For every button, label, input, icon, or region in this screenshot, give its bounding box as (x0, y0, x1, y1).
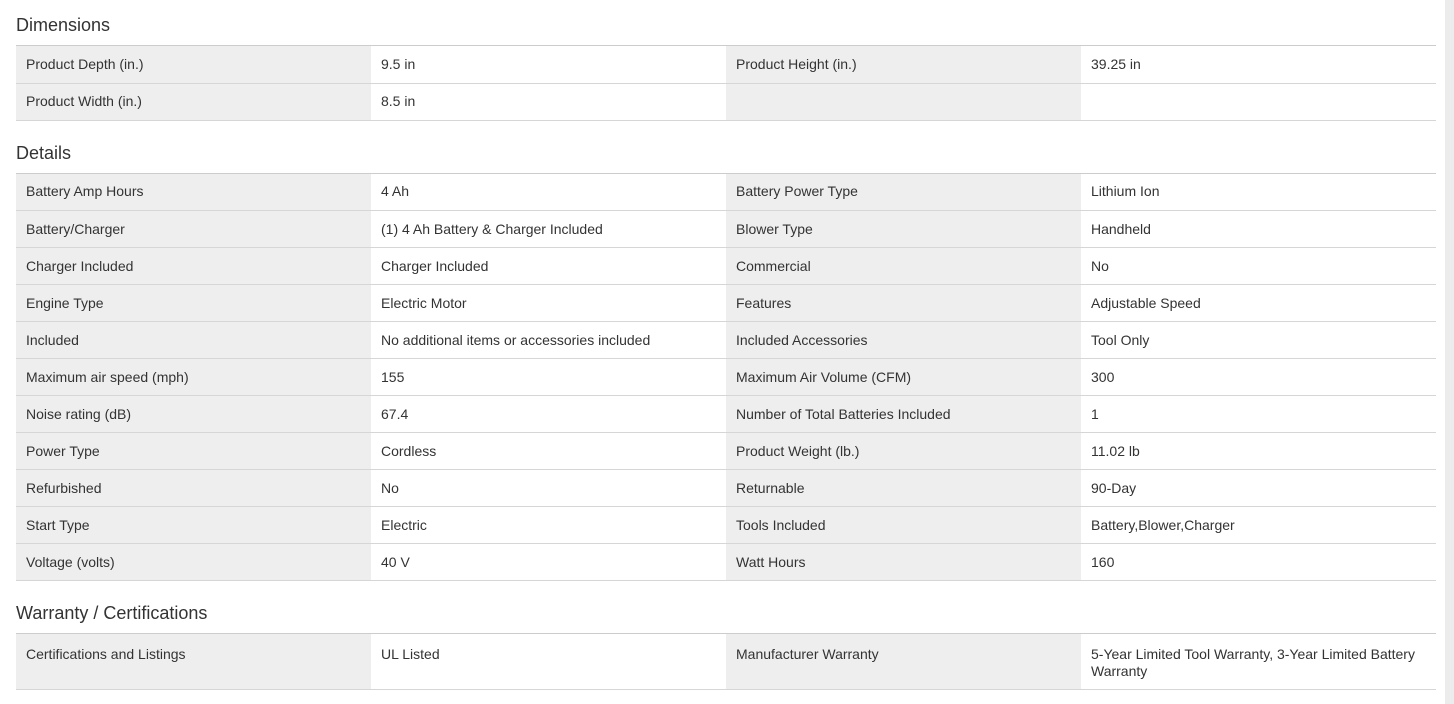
spec-label: Battery Power Type (726, 174, 1081, 211)
spec-value: Cordless (371, 433, 726, 470)
spec-label: Blower Type (726, 211, 1081, 248)
spec-label: Included (16, 322, 371, 359)
spec-label: Manufacturer Warranty (726, 634, 1081, 689)
spec-label: Start Type (16, 507, 371, 544)
spec-value: 4 Ah (371, 174, 726, 211)
spec-label: Number of Total Batteries Included (726, 396, 1081, 433)
spec-value: No additional items or accessories included (371, 322, 726, 359)
spec-label: Returnable (726, 470, 1081, 507)
spec-value: 155 (371, 359, 726, 396)
spec-value: 67.4 (371, 396, 726, 433)
spec-label: Included Accessories (726, 322, 1081, 359)
section-title: Warranty / Certifications (16, 581, 1436, 634)
spec-section (16, 581, 1436, 690)
section-title: Details (16, 121, 1436, 174)
spec-value: Lithium Ion (1081, 174, 1436, 211)
table-row (16, 46, 1436, 83)
spec-value: Tool Only (1081, 322, 1436, 359)
table-row (16, 83, 1436, 120)
spec-label: Refurbished (16, 470, 371, 507)
spec-value: UL Listed (371, 634, 726, 689)
spec-label: Power Type (16, 433, 371, 470)
spec-value: Electric (371, 507, 726, 544)
spec-value: 11.02 lb (1081, 433, 1436, 470)
spec-value (1081, 83, 1436, 120)
spec-value: 5-Year Limited Tool Warranty, 3-Year Limited Battery Warranty (1081, 634, 1436, 689)
spec-label: Charger Included (16, 248, 371, 285)
spec-table (16, 634, 1436, 690)
spec-value: No (1081, 248, 1436, 285)
spec-table (16, 174, 1436, 582)
table-row (16, 433, 1436, 470)
table-row (16, 211, 1436, 248)
spec-value: Battery,Blower,Charger (1081, 507, 1436, 544)
spec-value: Charger Included (371, 248, 726, 285)
spec-label: Maximum Air Volume (CFM) (726, 359, 1081, 396)
spec-value: 90-Day (1081, 470, 1436, 507)
specifications-panel (16, 0, 1436, 690)
table-row (16, 470, 1436, 507)
spec-section (16, 121, 1436, 582)
spec-label: Product Width (in.) (16, 83, 371, 120)
spec-value: 8.5 in (371, 83, 726, 120)
spec-value: 40 V (371, 544, 726, 581)
spec-label: Voltage (volts) (16, 544, 371, 581)
scrollbar-track[interactable] (1445, 0, 1454, 704)
spec-value: No (371, 470, 726, 507)
table-row (16, 174, 1436, 211)
spec-label: Certifications and Listings (16, 634, 371, 689)
table-row (16, 507, 1436, 544)
spec-value: Handheld (1081, 211, 1436, 248)
spec-label: Maximum air speed (mph) (16, 359, 371, 396)
spec-label: Commercial (726, 248, 1081, 285)
spec-value: Adjustable Speed (1081, 285, 1436, 322)
spec-value: 160 (1081, 544, 1436, 581)
spec-label: Engine Type (16, 285, 371, 322)
spec-value: Electric Motor (371, 285, 726, 322)
spec-value: 1 (1081, 396, 1436, 433)
spec-label: Battery Amp Hours (16, 174, 371, 211)
table-row (16, 396, 1436, 433)
section-title: Dimensions (16, 0, 1436, 46)
spec-label: Product Weight (lb.) (726, 433, 1081, 470)
table-row (16, 634, 1436, 689)
spec-label: Features (726, 285, 1081, 322)
spec-label: Battery/Charger (16, 211, 371, 248)
spec-label: Watt Hours (726, 544, 1081, 581)
table-row (16, 322, 1436, 359)
table-row (16, 359, 1436, 396)
spec-value: 300 (1081, 359, 1436, 396)
spec-label: Noise rating (dB) (16, 396, 371, 433)
spec-table (16, 46, 1436, 121)
spec-value: 9.5 in (371, 46, 726, 83)
table-row (16, 544, 1436, 581)
spec-label (726, 83, 1081, 120)
spec-section (16, 0, 1436, 121)
table-row (16, 248, 1436, 285)
spec-value: 39.25 in (1081, 46, 1436, 83)
spec-label: Product Depth (in.) (16, 46, 371, 83)
spec-label: Product Height (in.) (726, 46, 1081, 83)
spec-label: Tools Included (726, 507, 1081, 544)
table-row (16, 285, 1436, 322)
spec-value: (1) 4 Ah Battery & Charger Included (371, 211, 726, 248)
